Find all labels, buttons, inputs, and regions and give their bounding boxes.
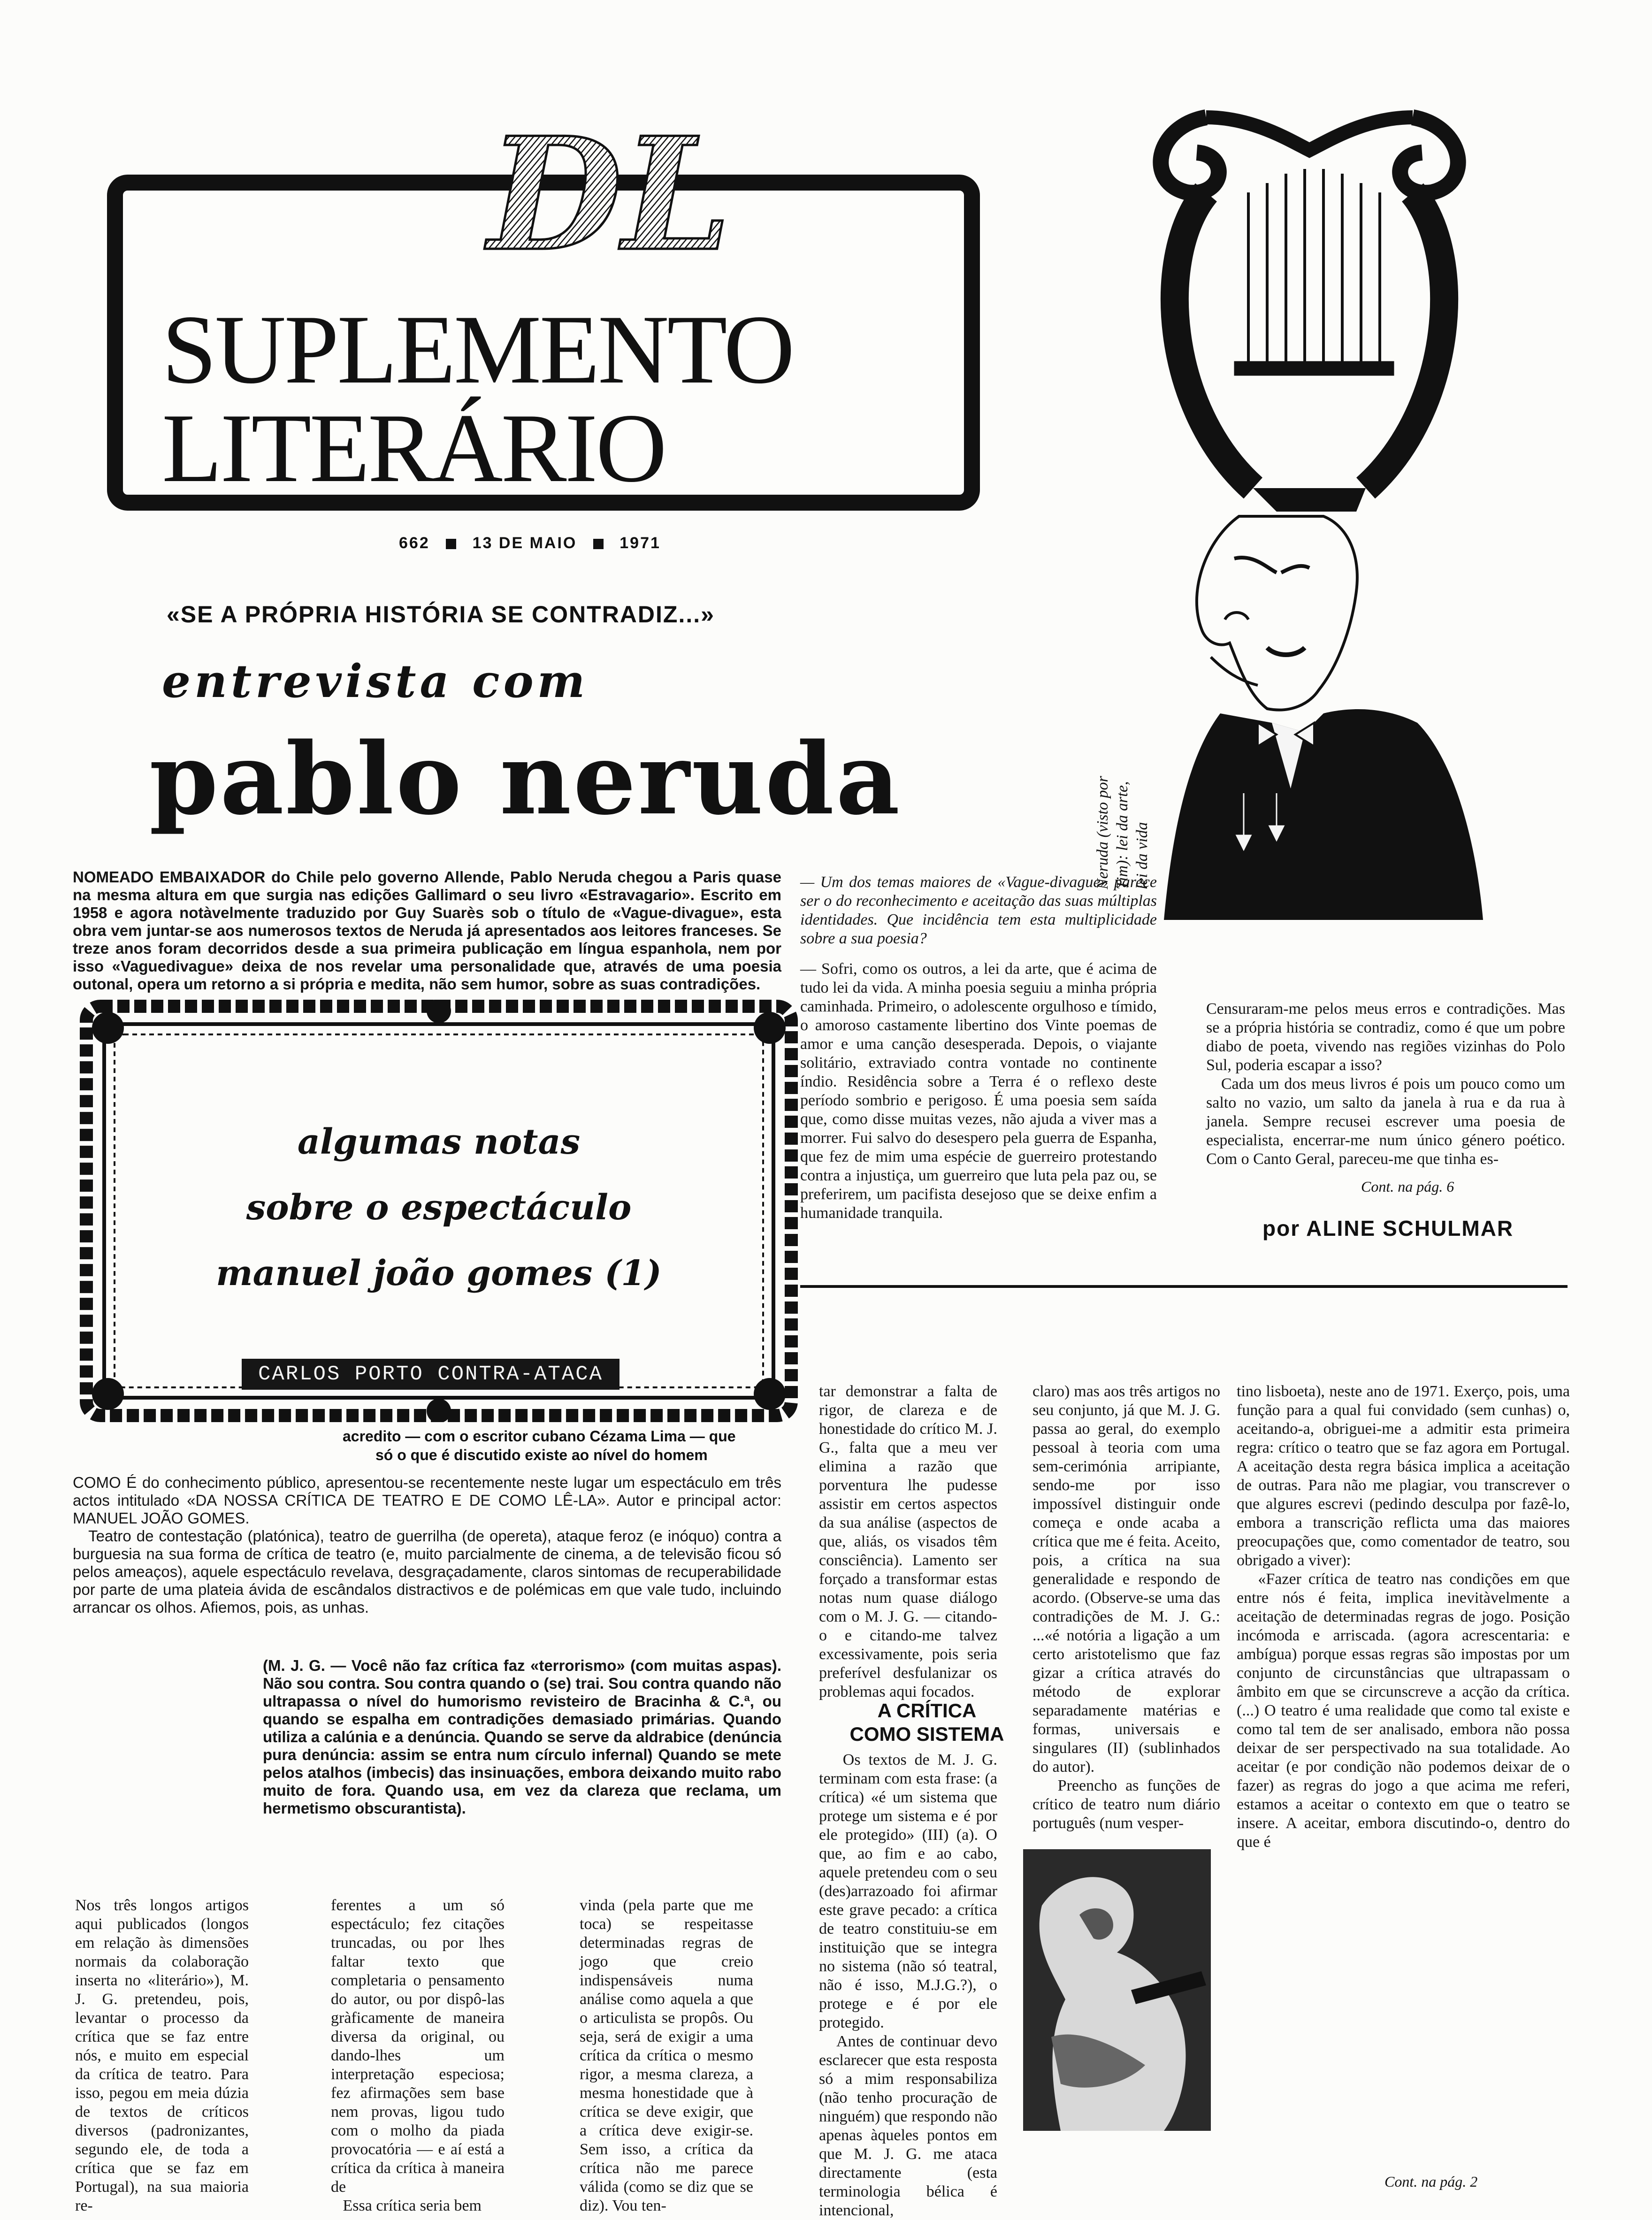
dl-logo-letters: DL [488, 117, 732, 272]
continued-note-2: Cont. na pág. 2 [1384, 2173, 1478, 2190]
illustration-caption [1089, 674, 1155, 889]
theatre-photo [1023, 1849, 1211, 2131]
issue-date: 13 DE MAIO [472, 534, 577, 552]
hat-brim [1253, 488, 1366, 512]
article-column-6: tino lisboeta), neste ano de 1971. Exerço, pois, uma função para a qual fui convidado (sem cunhas) o, aceitando-a, obriguei-me a admitir esta primeira regra: crítico o teatro que se faz agora em Portugal. A aceitação desta regra básica implica a aceitação de outras. Para não me plagiar, vou transcrever o que algures escrevi (pedindo desculpa por fazê-lo, embora a transcrição reflicta uma das maiores preocupações que, como comentador de teatro, sou obrigado a viver): «Fazer crítica de teatro nas condições em que entre nós é feita, implica inevitàvelmente a aceitação de determinadas regras de jogo. Posição incómoda e arriscada. (agora acrescentaria: e ambígua) porque essas regras são impostas por um conjunto de circunstâncias que ultrapassam o âmbito em que se circunscreve a acção da crítica. (...) O teatro é uma realidade que como tal existe e como tal tem de ser analisado, embora não possa deixar de ser perspectivado na sua totalidade. Ao aceitar (e por condição não podemos deixar de o fazer) as regras do jogo a que acima me referi, estamos a aceitar o contexto em que o teatro se insere. A aceitar, embora discutindo-o, dentro do que é [1237, 1383, 1570, 1851]
caption-line1: Neruda (visto por [1094, 776, 1111, 889]
section-divider [800, 1285, 1568, 1288]
article-subheading [840, 1699, 1014, 1746]
masthead-title-line1: SUPLEMENTO [162, 295, 793, 404]
article-column-1: Nos três longos artigos aqui publicados (longos em relação às dimensões normais da colaboração inserta no «literário»), M. J. G. pretendeu, pois, levantar o processo da crítica que se faz entre nós, e muito em especial da crítica de teatro. Para isso, pegou em meia dúzia de textos de críticos diversos (padronizantes, segundo ele, de toda a crítica que se faz em Portugal), na sua maioria re- [75, 1897, 253, 2214]
article-column-3: vinda (pela parte que me toca) se respeitasse determinadas regras de jogo que creio indispensáveis numa análise como aquela a que o articulista se propôs. Ou seja, será de exigir a uma crítica da crítica o mesmo rigor, a mesma clareza, a mesma honestidade que à crítica se deve exigir, que a crítica deve exigir-se. Sem isso, a crítica da crítica não me parece válida (como se diz que se diz). Vou ten- [580, 1897, 757, 2214]
neruda-caricature-illustration [1136, 103, 1492, 925]
article-column-4: tar demonstrar a falta de rigor, de clareza e de honestidade do crítico M. J. G., falta que a meu ver elimina a razão que porventura lhe pudesse assistir em certos aspectos da sua análise (aspectos de que, aliás, os visados têm consciência). Lamento ser forçado a transformar estas notas num quase diálogo com o M. J. G. — citando-o e citando-me talvez excessivamente, pois seria preferível desfulanizar os problemas aqui focados. [819, 1383, 1002, 1700]
issue-number: 662 [399, 534, 430, 552]
interview-answer: — Sofri, como os outros, a lei da arte, que é acima de tudo lei da vida. A minha poesia seguiu a minha própria caminhada. Primeiro, o adolescente orgulhoso e tímido, o amoroso castamente libertino dos Vinte poemas de amor e uma canção desesperada. Depois, o viajante solitário, extraviado contra vontade no continente índio. Residência sobre a Terra é o reflexo deste período sombrio e perigoso. É uma poesia sem saída que, como disse muitas vezes, não ajuda a viver mas a morrer. Fui salvo do desespero pela guerra de Espanha, que fez de mim uma espécie de guerreiro protestando contra a injustiça, um guerreiro que luta pela paz ou, se preferirem, um pacifista desejoso que se deixe enfim a humanidade tranquila. [800, 960, 1161, 1222]
notes-title-line3: manuel joão gomes (1) [216, 1253, 662, 1294]
caption-line2: Tim): lei da arte, [1114, 781, 1131, 889]
lead-paragraph: NOMEADO EMBAIXADOR do Chile pelo governo Allende, Pablo Neruda chegou a Paris quase na mesma altura em que surgia nas edições Gallimard o seu livro «Estravagario». Escrito em 1958 e agora notàvelmente traduzido por Guy Suarès sob o título de «Vague-divague», esta obra vem juntar-se aos numerosos textos de Neruda já apresentados aos leitores franceses. Se treze anos foram decorridos desde a sua primeira publicação em língua espanhola, nem por isso «Vaguedivague» deixa de nos revelar uma personalidade que, através de uma poesia outonal, opera um retorno a si própria e medita, não sem humor, sobre as suas contradições. [73, 868, 786, 993]
headline-kicker: «SE A PRÓPRIA HISTÓRIA SE CONTRADIZ...» [167, 601, 715, 628]
interview-continuation: Censuraram-me pelos meus erros e contradições. Mas se a própria história se contradiz, como é que um pobre diabo de poeta, vivendo nas regiões vizinhas do Polo Sul, poderia escapar a isso? Cada um dos meus livros é pois um pouco como um salto no vazio, um salto da janela à rua e da rua à janela. Sempre recusei escrever uma poesia de especialista, encerrar-me num único género poético. Com o Canto Geral, pareceu-me que tinha es- [1206, 1000, 1566, 1168]
tailcoat [1164, 709, 1483, 920]
byline: por ALINE SCHULMAR [1262, 1216, 1514, 1240]
notes-banner: CARLOS PORTO CONTRA-ATACA [242, 1359, 620, 1390]
subheading-line1: A CRÍTICA [877, 1699, 977, 1722]
article-quote: (M. J. G. — Você não faz crítica faz «terrorismo» (com muitas aspas). Não sou contra. Sou contra quando o (se) trai. Sou contra quando não ultrapassa o nível do humorismo revisteiro de Bracinha & C.ª, ou quando se espalha em contradições demasiado primárias. Quando utiliza a calúnia e a denúncia. Quando se serve da aldrabice (denúncia pura denúncia: assim se entra num círculo infernal) Quando se mete pelos atalhos (imbecis) das insinuações, embora deixando muito rabo muito de fora. Quando usa, em vez da clareza que reclama, um hermetismo obscurantista). [263, 1657, 786, 1817]
caricature-head [1197, 516, 1357, 710]
subheading-line2: COMO SISTEMA [849, 1723, 1004, 1745]
caption-line3: lei da vida [1133, 822, 1151, 889]
article-column-5: claro) mas aos três artigos no seu conjunto, já que M. J. G. passa ao geral, do exemplo pessoal à teoria com uma sem-cerimónia arripiante, sendo-me por isso impossível distinguir onde começa e onde acaba a crítica que me é feita. Aceito, pois, a crítica na sua generalidade e respondo de acordo. (Observe-se uma das contradições de M. J. G.: ...«é notória a ligação a um certo aristotelismo que faz gizar a crítica através do método de explorar separadamente matérias e formas, universais e singulares (II) (sublinhados do autor). Preencho as funções de crítico de teatro num diário português (num vesper- [1032, 1383, 1220, 1832]
issue-year: 1971 [620, 534, 661, 552]
issue-line [399, 534, 661, 552]
notes-subtitle-line1: acredito — com o escritor cubano Cézama Lima — que [343, 1428, 736, 1445]
bullet-icon [593, 539, 604, 549]
lyre-icon [1161, 117, 1458, 488]
masthead-title-line2: LITERÁRIO [162, 394, 665, 503]
article-column-2: ferentes a um só espectáculo; fez citações truncadas, ou por lhes faltar texto que completaria o pensamento do autor, ou por dispô-las gràficamente de maneira diversa da original, ou dando-lhes um interpretação especiosa; fez afirmações sem base nem provas, ligou tudo com o molho da piada provocatória — e aí está a crítica da crítica à maneira de Essa crítica seria bem [331, 1897, 505, 2214]
notes-title-line1: algumas notas [297, 1122, 581, 1162]
headline-name: pablo neruda [149, 721, 902, 837]
headline-intro: entrevista com [162, 655, 589, 708]
interview-question: — Um dos temas maiores de «Vague-divague» parece ser o do reconhecimento e aceitação das suas múltiplas identidades. Que incidência tem esta multiplicidade sobre a sua poesia? [800, 873, 1161, 947]
notes-title-line2: sobre o espectáculo [246, 1187, 632, 1228]
notes-subtitle-line2: só o que é discutido existe ao nível do homem [375, 1447, 708, 1463]
continued-note: Cont. na pág. 6 [1361, 1178, 1454, 1195]
article-column-4b: Os textos de M. J. G. terminam com esta frase: (a crítica) «é um sistema que protege um sistema e é por ele protegido» (III) (a). O que, ao fim e ao cabo, aquele pretendeu com o seu (des)arrazoado foi afirmar este grave pecado: a crítica de teatro constituiu-se em instituição que se integra no sistema (não só teatral, não é isso, M.J.G.?), o protege e é por ele protegido. Antes de continuar devo esclarecer que esta resposta só a mim responsabiliza (não tenho procuração de ninguém) que respondo não apenas àqueles pontos em que M. J. G. me ataca directamente (esta terminologia bélica é intencional, [819, 1751, 998, 2219]
dl-logo [469, 117, 770, 272]
bullet-icon [446, 539, 456, 549]
article-intro: COMO É do conhecimento público, apresentou-se recentemente neste lugar um espectáculo em três actos intitulado «DA NOSSA CRÍTICA DE TEATRO E DE COMO LÊ-LA». Autor e principal actor: MANUEL JOÃO GOMES. Teatro de contestação (platónica), teatro de guerrilha (de opereta), ataque feroz (e inóquo) contra a burguesia na sua forma de crítica de teatro (e, muito parcialmente de cinema, a de televisão ficou só pelos ameaços), aquele espectáculo revelava, desgraçadamente, claros sintomas de recuperabilidade por parte de uma plateia ávida de escândalos distractivos e de polémicas em que vale tudo, incluindo arrancar os olhos. Afiemos, pois, as unhas. [73, 1474, 781, 1616]
